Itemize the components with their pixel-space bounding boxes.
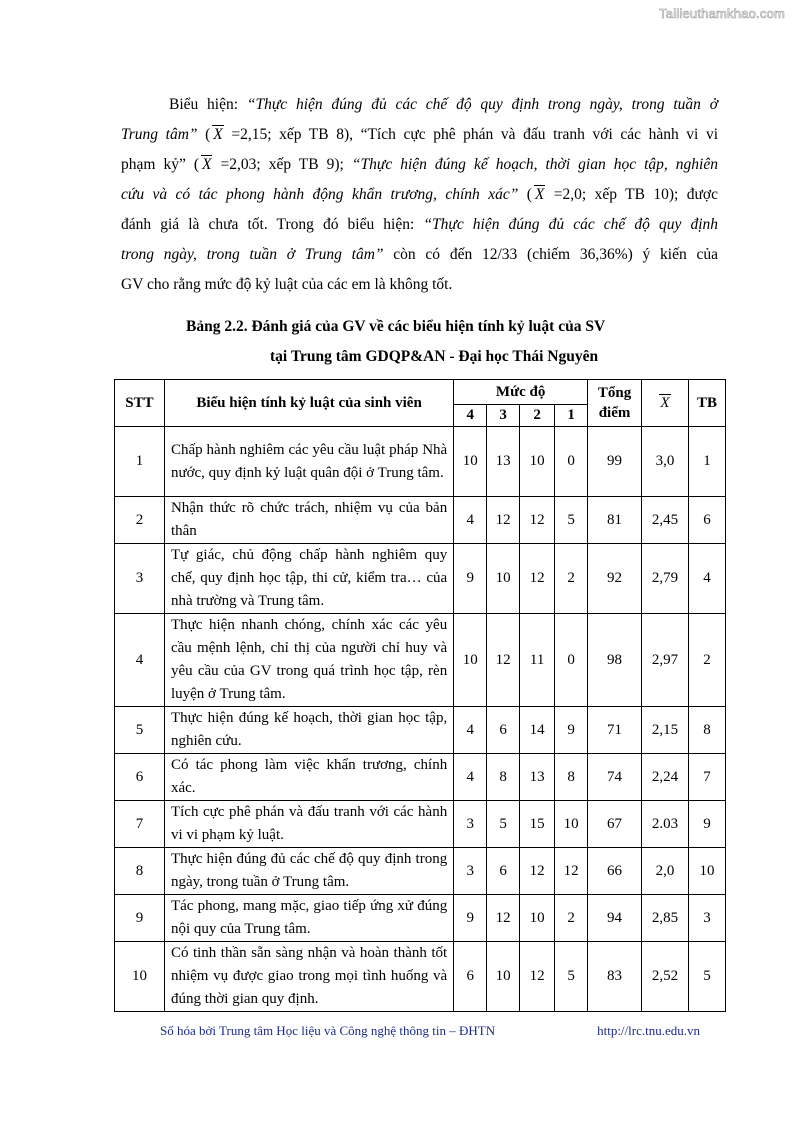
table-row — [115, 427, 726, 497]
table-caption-line2: tại Trung tâm GDQP&AN - Đại học Thái Nguyên — [270, 348, 599, 365]
header-level-3: 3 — [487, 405, 520, 427]
table-row — [115, 614, 726, 707]
cell-rank: 7 — [688, 754, 725, 801]
cell-description: Có tác phong làm việc khẩn trương, chính xác. — [164, 754, 453, 801]
cell-mean: 2,0 — [642, 848, 689, 895]
evaluation-table — [114, 379, 726, 1012]
header-description: Biểu hiện tính kỷ luật của sinh viên — [164, 380, 453, 427]
paragraph-line — [121, 240, 718, 270]
cell-level-2: 10 — [520, 427, 555, 497]
header-mean — [642, 380, 689, 427]
cell-description: Thực hiện đúng đủ các chế độ quy định trong ngày, trong tuần ở Trung tâm. — [164, 848, 453, 895]
cell-stt: 10 — [115, 942, 165, 1012]
cell-level-4: 6 — [454, 942, 487, 1012]
cell-stt: 6 — [115, 754, 165, 801]
cell-description: Tự giác, chủ động chấp hành nghiêm quy chế, quy định học tập, thi cử, kiểm tra… của nhà trường và Trung tâm. — [164, 544, 453, 614]
cell-level-4: 3 — [454, 801, 487, 848]
cell-stt: 9 — [115, 895, 165, 942]
quote-run: “Thực hiện đúng đủ các chế độ quy định trong ngày, trong tuần ở — [246, 96, 718, 113]
text-run: đánh giá là chưa tốt. Trong đó biểu hiện: — [121, 216, 424, 233]
cell-level-4: 4 — [454, 754, 487, 801]
footer-source: Số hóa bởi Trung tâm Học liệu và Công nghệ thông tin – ĐHTN — [160, 1023, 496, 1038]
text-run: ( — [197, 126, 211, 143]
cell-level-1: 5 — [555, 942, 588, 1012]
cell-level-2: 13 — [520, 754, 555, 801]
cell-level-2: 11 — [520, 614, 555, 707]
table-row — [115, 497, 726, 544]
paragraph-line — [121, 210, 718, 240]
text-run: GV cho rằng mức độ kỷ luật của các em là không tốt. — [121, 276, 453, 293]
cell-level-4: 10 — [454, 427, 487, 497]
cell-mean: 2.03 — [642, 801, 689, 848]
cell-mean: 2,15 — [642, 707, 689, 754]
cell-level-4: 9 — [454, 544, 487, 614]
cell-total: 71 — [588, 707, 642, 754]
quote-run: trong ngày, trong tuần ở Trung tâm” — [121, 246, 384, 263]
footer-link[interactable]: http://lrc.tnu.edu.vn — [597, 1023, 700, 1038]
cell-description: Tích cực phê phán và đấu tranh với các hành vi vi phạm kỷ luật. — [164, 801, 453, 848]
cell-description: Thực hiện đúng kế hoạch, thời gian học tập, nghiên cứu. — [164, 707, 453, 754]
cell-description: Thực hiện nhanh chóng, chính xác các yêu cầu mệnh lệnh, chỉ thị của người chỉ huy và yêu cầu của GV trong quá trình học tập, rèn luyện ở Trung tâm. — [164, 614, 453, 707]
cell-level-1: 10 — [555, 801, 588, 848]
cell-description: Tác phong, mang mặc, giao tiếp ứng xử đúng nội quy của Trung tâm. — [164, 895, 453, 942]
cell-description: Chấp hành nghiêm các yêu cầu luật pháp Nhà nước, quy định kỷ luật quân đội ở Trung tâm. — [164, 427, 453, 497]
cell-rank: 4 — [688, 544, 725, 614]
text-run: phạm kỷ” ( — [121, 156, 200, 173]
cell-total: 66 — [588, 848, 642, 895]
cell-level-1: 5 — [555, 497, 588, 544]
cell-level-2: 12 — [520, 848, 555, 895]
cell-total: 83 — [588, 942, 642, 1012]
cell-stt: 5 — [115, 707, 165, 754]
cell-level-2: 12 — [520, 497, 555, 544]
cell-level-3: 6 — [487, 707, 520, 754]
cell-rank: 9 — [688, 801, 725, 848]
text-run: =2,15; xếp TB 8), “Tích cực phê phán và đấu tranh với các hành vi vi — [223, 126, 719, 143]
cell-rank: 3 — [688, 895, 725, 942]
table-row — [115, 707, 726, 754]
cell-level-1: 0 — [555, 427, 588, 497]
cell-level-3: 5 — [487, 801, 520, 848]
table-row — [115, 754, 726, 801]
cell-rank: 6 — [688, 497, 725, 544]
paragraph-line — [121, 150, 718, 180]
cell-total: 94 — [588, 895, 642, 942]
text-run: =2,0; xếp TB 10); được — [545, 186, 718, 203]
cell-stt: 4 — [115, 614, 165, 707]
cell-stt: 3 — [115, 544, 165, 614]
cell-stt: 8 — [115, 848, 165, 895]
quote-run: cứu và có tác phong hành động khẩn trương, chính xác” — [121, 186, 519, 203]
cell-level-1: 2 — [555, 544, 588, 614]
header-stt: STT — [115, 380, 165, 427]
watermark: Tailieuthamkhao.com — [659, 6, 785, 21]
header-level-2: 2 — [520, 405, 555, 427]
cell-total: 81 — [588, 497, 642, 544]
quote-run: Trung tâm” — [121, 126, 198, 143]
header-level-1: 1 — [555, 405, 588, 427]
table-row — [115, 544, 726, 614]
cell-description: Nhận thức rõ chức trách, nhiệm vụ của bản thân — [164, 497, 453, 544]
body-paragraph — [121, 90, 718, 300]
mean-symbol: X — [213, 126, 223, 143]
cell-mean: 3,0 — [642, 427, 689, 497]
paragraph-line — [121, 120, 718, 150]
cell-rank: 2 — [688, 614, 725, 707]
cell-description: Có tinh thần sẵn sàng nhận và hoàn thành tốt nhiệm vụ được giao trong mọi tình huống và đúng thời gian quy định. — [164, 942, 453, 1012]
header-level-4: 4 — [454, 405, 487, 427]
mean-symbol: X — [660, 394, 670, 411]
cell-mean: 2,85 — [642, 895, 689, 942]
cell-level-3: 12 — [487, 895, 520, 942]
cell-level-2: 10 — [520, 895, 555, 942]
table-row — [115, 942, 726, 1012]
cell-total: 99 — [588, 427, 642, 497]
cell-mean: 2,52 — [642, 942, 689, 1012]
cell-stt: 2 — [115, 497, 165, 544]
paragraph-line — [121, 90, 718, 120]
table-row — [115, 895, 726, 942]
cell-level-1: 0 — [555, 614, 588, 707]
cell-level-4: 10 — [454, 614, 487, 707]
cell-level-3: 10 — [487, 942, 520, 1012]
cell-level-3: 6 — [487, 848, 520, 895]
cell-rank: 1 — [688, 427, 725, 497]
cell-mean: 2,79 — [642, 544, 689, 614]
text-run: =2,03; xếp TB 9); — [212, 156, 352, 173]
paragraph-line — [121, 270, 718, 300]
text-run: còn có đến 12/33 (chiếm 36,36%) ý kiến của — [383, 246, 719, 263]
cell-level-2: 12 — [520, 942, 555, 1012]
cell-stt: 7 — [115, 801, 165, 848]
mean-symbol: X — [202, 156, 212, 173]
cell-level-3: 8 — [487, 754, 520, 801]
cell-level-1: 12 — [555, 848, 588, 895]
table-caption-line1: Bảng 2.2. Đánh giá của GV về các biểu hiện tính kỷ luật của SV — [186, 318, 606, 335]
quote-run: “Thực hiện đúng kế hoạch, thời gian học tập, nghiên — [351, 156, 718, 173]
cell-mean: 2,45 — [642, 497, 689, 544]
cell-mean: 2,24 — [642, 754, 689, 801]
table-row — [115, 848, 726, 895]
text-run: Biểu hiện: — [169, 96, 247, 113]
cell-total: 92 — [588, 544, 642, 614]
header-total: Tổng điểm — [588, 380, 642, 427]
paragraph-line — [121, 180, 718, 210]
cell-level-3: 10 — [487, 544, 520, 614]
page-footer — [160, 1023, 700, 1039]
quote-run: “Thực hiện đúng đủ các chế độ quy định — [423, 216, 718, 233]
text-run: ( — [518, 186, 532, 203]
cell-level-2: 15 — [520, 801, 555, 848]
cell-level-2: 12 — [520, 544, 555, 614]
cell-stt: 1 — [115, 427, 165, 497]
cell-level-3: 12 — [487, 497, 520, 544]
cell-level-1: 2 — [555, 895, 588, 942]
cell-level-3: 12 — [487, 614, 520, 707]
cell-level-4: 4 — [454, 707, 487, 754]
mean-symbol: X — [534, 186, 545, 203]
cell-level-1: 8 — [555, 754, 588, 801]
cell-total: 74 — [588, 754, 642, 801]
cell-total: 98 — [588, 614, 642, 707]
header-level: Mức độ — [454, 380, 588, 405]
header-rank: TB — [688, 380, 725, 427]
cell-level-1: 9 — [555, 707, 588, 754]
cell-level-3: 13 — [487, 427, 520, 497]
table-row — [115, 801, 726, 848]
cell-level-4: 3 — [454, 848, 487, 895]
cell-rank: 8 — [688, 707, 725, 754]
cell-level-4: 9 — [454, 895, 487, 942]
cell-rank: 10 — [688, 848, 725, 895]
cell-rank: 5 — [688, 942, 725, 1012]
cell-level-4: 4 — [454, 497, 487, 544]
cell-total: 67 — [588, 801, 642, 848]
cell-mean: 2,97 — [642, 614, 689, 707]
cell-level-2: 14 — [520, 707, 555, 754]
